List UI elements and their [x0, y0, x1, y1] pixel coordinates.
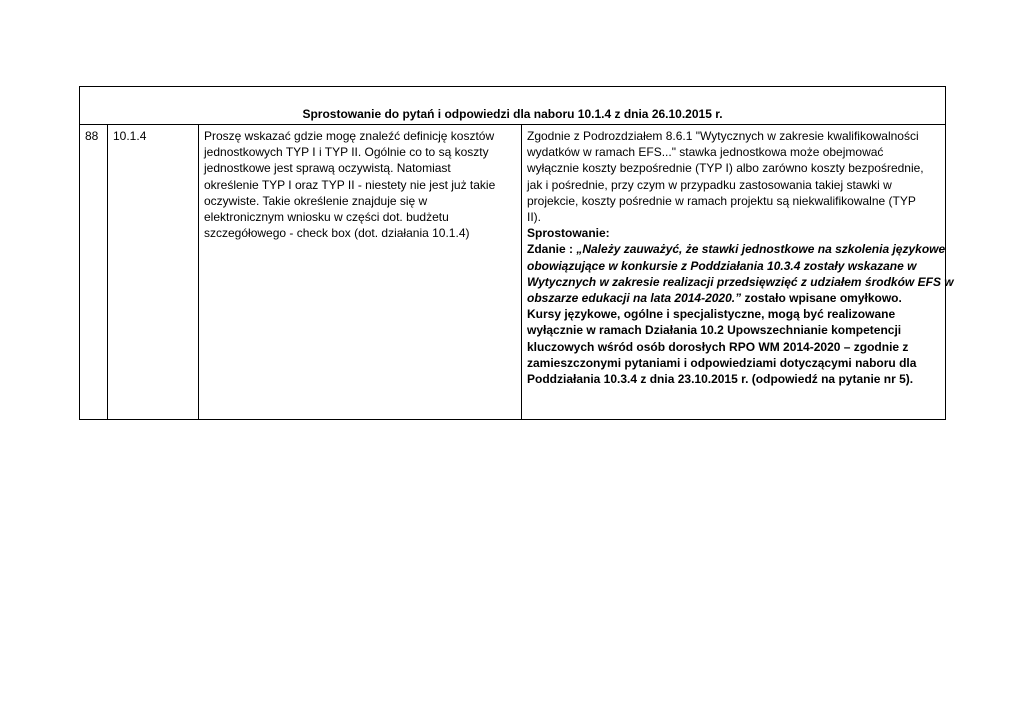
statement-line — [527, 241, 946, 257]
table-row — [80, 125, 946, 420]
statement-quote: „Należy zauważyć, że stawki jednostkowe na szkolenia językowe — [576, 242, 946, 257]
answer-cell — [522, 125, 954, 420]
statement-label: Zdanie : — [527, 242, 577, 257]
correction-label: Sprostowanie: — [527, 226, 610, 241]
answer-line: projekcie, koszty pośrednie w ramach projektu są niekwalifikowalne (TYP — [527, 193, 916, 208]
qa-correction-table — [79, 86, 954, 420]
closing-line: Poddziałania 10.3.4 z dnia 23.10.2015 r. (odpowiedź na pytanie nr 5). — [527, 372, 914, 387]
question-line: jednostkowe jest sprawą oczywistą. Natomiast — [204, 161, 451, 176]
answer-line: II). — [527, 210, 541, 225]
answer-line: wyłącznie koszty bezpośrednie (TYP I) albo zarówno koszty bezpośrednie, — [527, 161, 924, 176]
question-line: Proszę wskazać gdzie mogę znaleźć definicję kosztów — [204, 129, 495, 143]
question-cell — [199, 125, 522, 420]
statement-tail: zostało wpisane omyłkowo. — [741, 291, 902, 306]
question-line: szczegółowego - check box (dot. działania 10.1.4) — [204, 226, 470, 241]
statement-quote: Wytycznych w zakresie realizacji przedsięwzięć z udziałem środków EFS w — [527, 274, 954, 289]
question-line: określenie TYP I oraz TYP II - niestety nie jest już takie — [204, 177, 496, 192]
closing-line: Kursy językowe, ogólne i specjalistyczne, mogą być realizowane — [527, 307, 896, 322]
closing-line: kluczowych wśród osób dorosłych RPO WM 2014-2020 – zgodnie z — [527, 339, 909, 354]
answer-line: wydatków w ramach EFS..." stawka jednostkowa może obejmować — [527, 145, 884, 160]
answer-line: jak i pośrednie, przy czym w przypadku zastosowania takiej stawki w — [527, 177, 892, 192]
table-title: Sprostowanie do pytań i odpowiedzi dla naboru 10.1.4 z dnia 26.10.2015 r. — [80, 87, 946, 125]
statement-line — [527, 290, 940, 306]
statement-quote: obszarze edukacji na lata 2014-2020.” — [527, 291, 742, 306]
row-number: 88 — [80, 125, 108, 420]
measure-number: 10.1.4 — [108, 125, 199, 420]
statement-quote: obowiązujące w konkursie z Poddziałania 10.3.4 zostały wskazane w — [527, 258, 917, 273]
table-header-row — [80, 87, 946, 125]
closing-line: wyłącznie w ramach Działania 10.2 Upowszechnianie kompetencji — [527, 323, 902, 338]
question-line: jednostkowych TYP I i TYP II. Ogólnie co to są koszty — [204, 145, 489, 160]
closing-line: zamieszczonymi pytaniami i odpowiedziami dotyczącymi naboru dla — [527, 355, 917, 370]
question-line: oczywiste. Takie określenie znajduje się w — [204, 193, 428, 208]
question-line: elektronicznym wniosku w części dot. budżetu — [204, 210, 449, 225]
answer-line: Zgodnie z Podrozdziałem 8.6.1 "Wytycznych w zakresie kwalifikowalności — [527, 129, 919, 143]
